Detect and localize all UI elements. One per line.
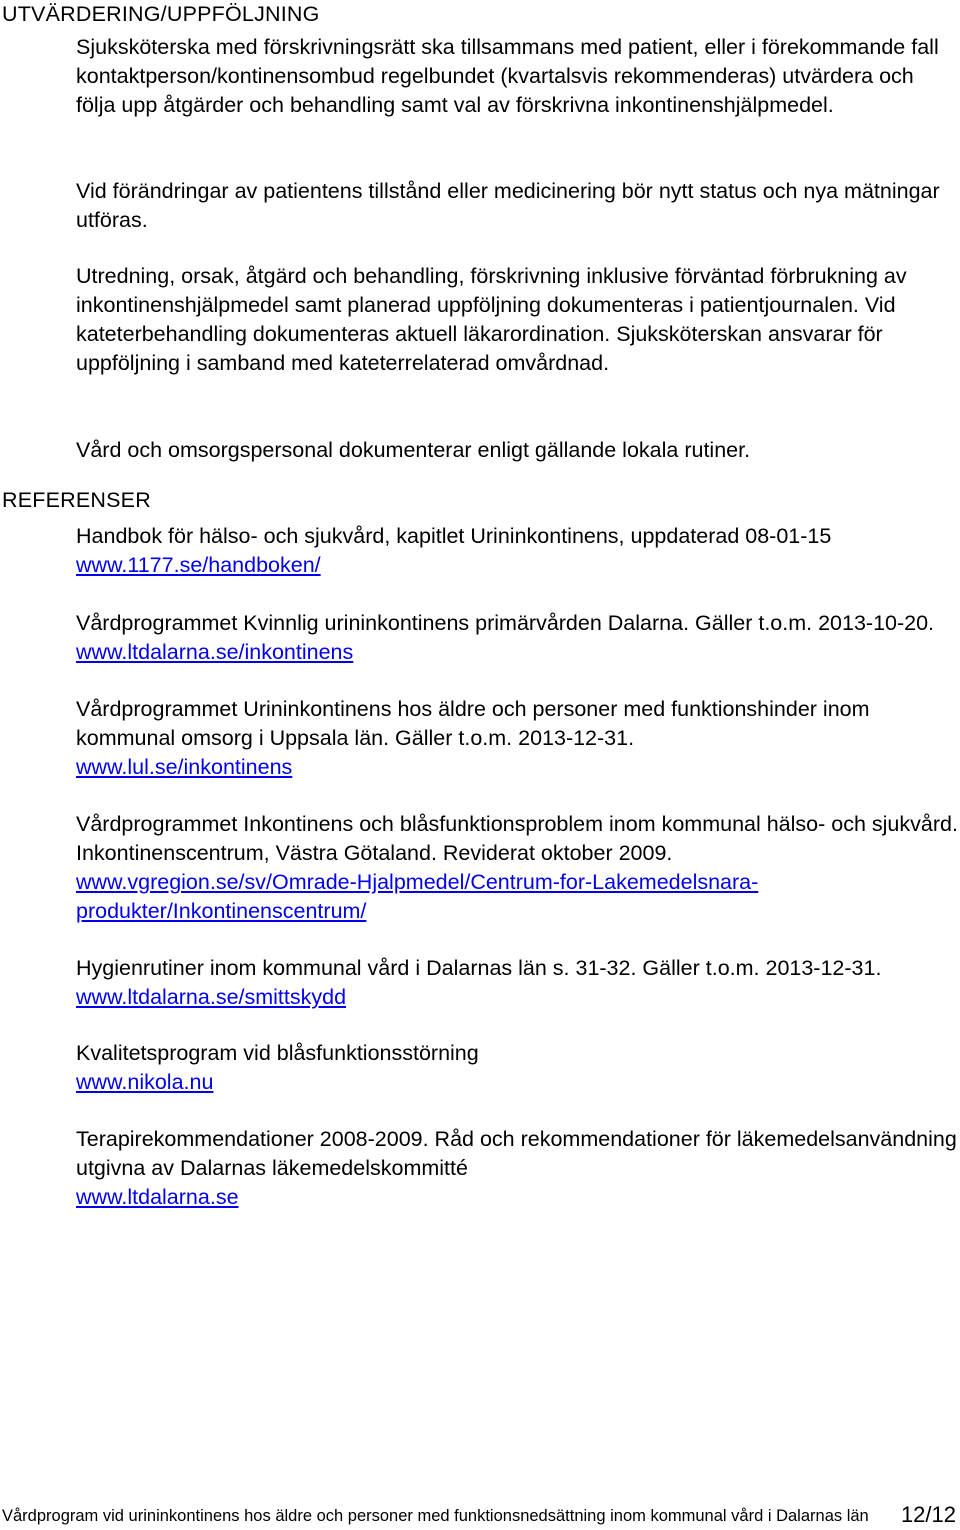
- reference-item: [76, 695, 958, 782]
- evaluation-paragraph-3: Utredning, orsak, åtgärd och behandling, förskrivning inklusive förväntad förbrukning av inkontinenshjälpmedel samt planerad uppföljning dokumenteras i patientjournalen. Vid kateterbehandling dokumenteras aktuell läkarordination. Sjuksköterskan ansvarar för uppföljning i samband med kateterrelaterad omvårdnad.: [76, 264, 907, 375]
- reference-text: Kvalitetsprogram vid blåsfunktionsstörning: [76, 1041, 479, 1065]
- reference-text: Terapirekommendationer 2008-2009. Råd och rekommendationer för läkemedelsanvändning utgivna av Dalarnas läkemedelskommitté: [76, 1127, 957, 1180]
- reference-link[interactable]: www.ltdalarna.se/smittskydd: [76, 985, 347, 1009]
- reference-item: [76, 1125, 958, 1212]
- reference-link[interactable]: www.ltdalarna.se: [76, 1185, 239, 1209]
- section-heading-evaluation: UTVÄRDERING/UPPFÖLJNING: [2, 2, 320, 26]
- evaluation-paragraph-4: Vård och omsorgspersonal dokumenterar enligt gällande lokala rutiner.: [76, 438, 751, 462]
- page-footer: [2, 1503, 956, 1530]
- section-heading-references: REFERENSER: [2, 488, 151, 512]
- reference-item: [76, 609, 958, 667]
- reference-text: Hygienrutiner inom kommunal vård i Dalarnas län s. 31-32. Gäller t.o.m. 2013-12-31.: [76, 956, 882, 980]
- reference-text: Vårdprogrammet Urininkontinens hos äldre och personer med funktionshinder inom kommunal omsorg i Uppsala län. Gäller t.o.m. 2013-12-31.: [76, 697, 870, 750]
- reference-item: [76, 1039, 958, 1097]
- reference-text: Vårdprogrammet Kvinnlig urininkontinens primärvården Dalarna. Gäller t.o.m. 2013-10-20.: [76, 611, 935, 635]
- evaluation-paragraph-2: Vid förändringar av patientens tillstånd eller medicinering bör nytt status och nya mätningar utföras.: [76, 179, 940, 232]
- reference-link[interactable]: www.nikola.nu: [76, 1070, 214, 1094]
- reference-link[interactable]: www.lul.se/inkontinens: [76, 755, 293, 779]
- reference-text: Handbok för hälso- och sjukvård, kapitlet Urininkontinens, uppdaterad 08-01-15: [76, 524, 832, 548]
- reference-item: [76, 954, 958, 1012]
- reference-link[interactable]: www.ltdalarna.se/inkontinens: [76, 640, 354, 664]
- page-number: 12/12: [900, 1502, 956, 1527]
- reference-item: [76, 522, 958, 580]
- evaluation-paragraph-1: Sjuksköterska med förskrivningsrätt ska tillsammans med patient, eller i förekommande fall kontaktperson/kontinensombud regelbundet (kvartalsvis rekommenderas) utvärdera och följa upp åtgärder och behandling samt val av förskrivna inkontinenshjälpmedel.: [76, 35, 939, 117]
- footer-title: Vårdprogram vid urininkontinens hos äldre och personer med funktionsnedsättning inom kommunal vård i Dalarnas län: [2, 1507, 869, 1525]
- reference-link[interactable]: www.vgregion.se/sv/Omrade-Hjalpmedel/Centrum-for-Lakemedelsnara-produkter/Inkontinenscentrum/: [76, 870, 759, 923]
- reference-link[interactable]: www.1177.se/handboken/: [76, 553, 321, 577]
- reference-text: Vårdprogrammet Inkontinens och blåsfunktionsproblem inom kommunal hälso- och sjukvård. Inkontinenscentrum, Västra Götaland. Reviderat oktober 2009.: [76, 812, 958, 865]
- reference-item: [76, 810, 958, 926]
